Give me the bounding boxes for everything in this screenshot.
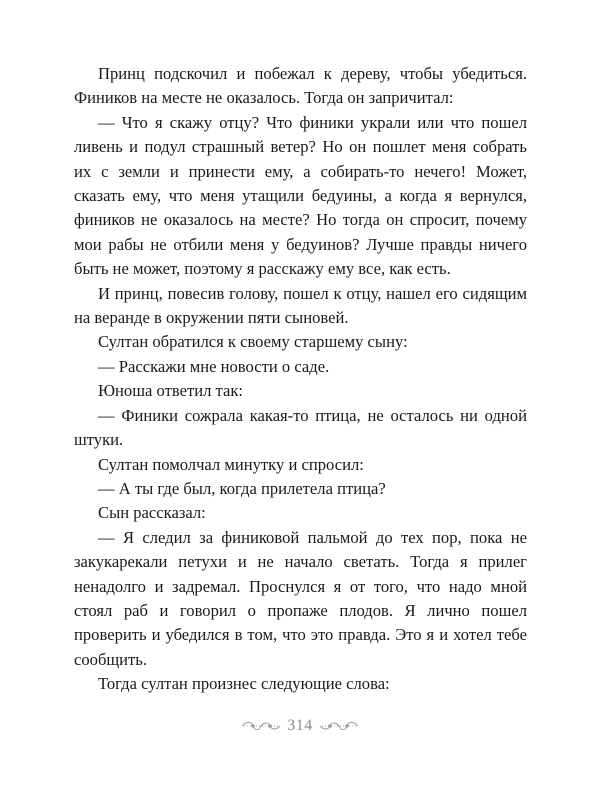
paragraph: Принц подскочил и побежал к дереву, чтобы убедиться. Фиников на месте не оказалось. Тогда он запричитал: xyxy=(74,64,527,108)
paragraph: Тогда султан произнес следующие слова: xyxy=(98,674,390,694)
paragraph: Сын рассказал: xyxy=(98,503,206,523)
paragraph: Юноша ответил так: xyxy=(98,381,244,401)
page-text xyxy=(74,62,527,697)
paragraph: — Расскажи мне новости о саде. xyxy=(98,356,330,376)
page-footer xyxy=(0,714,600,738)
paragraph: — Финики сожрала какая-то птица, не осталось ни одной штуки. xyxy=(74,405,527,450)
scroll-ornament-icon xyxy=(319,720,359,732)
paragraph: Султан обратился к своему старшему сыну: xyxy=(98,332,408,352)
paragraph: — Я следил за финиковой пальмой до тех пор, пока не закукарекали петухи и не начало светать. Тогда я прилег ненадолго и задремал. Проснулся я от того, что надо мной стоял раб и говорил о пропаже плодов. Я лично пошел проверить и убедился в том, что это правда. Это я и хотел тебе сообщить. xyxy=(74,527,527,669)
paragraph: Султан помолчал минутку и спросил: xyxy=(98,454,364,474)
paragraph: — А ты где был, когда прилетела птица? xyxy=(98,478,386,498)
paragraph: — Что я скажу отцу? Что финики украли или что пошел ливень и подул страшный ветер? Но он пошлет меня собрать их с земли и принести ему, а собирать-то нечего! Может, сказать ему, что меня утащили бедуины, а когда я вернулся, фиников не оказалось на месте? Но тогда он спросит, почему мои рабы не отбили меня у бедуинов? Лучше правды ничего быть не может, поэтому я расскажу ему все, как есть. xyxy=(74,112,527,279)
page-number: 314 xyxy=(287,717,313,734)
scroll-ornament-icon xyxy=(241,720,281,732)
paragraph: И принц, повесив голову, пошел к отцу, нашел его сидящим на веранде в окружении пяти сыновей. xyxy=(74,283,527,328)
